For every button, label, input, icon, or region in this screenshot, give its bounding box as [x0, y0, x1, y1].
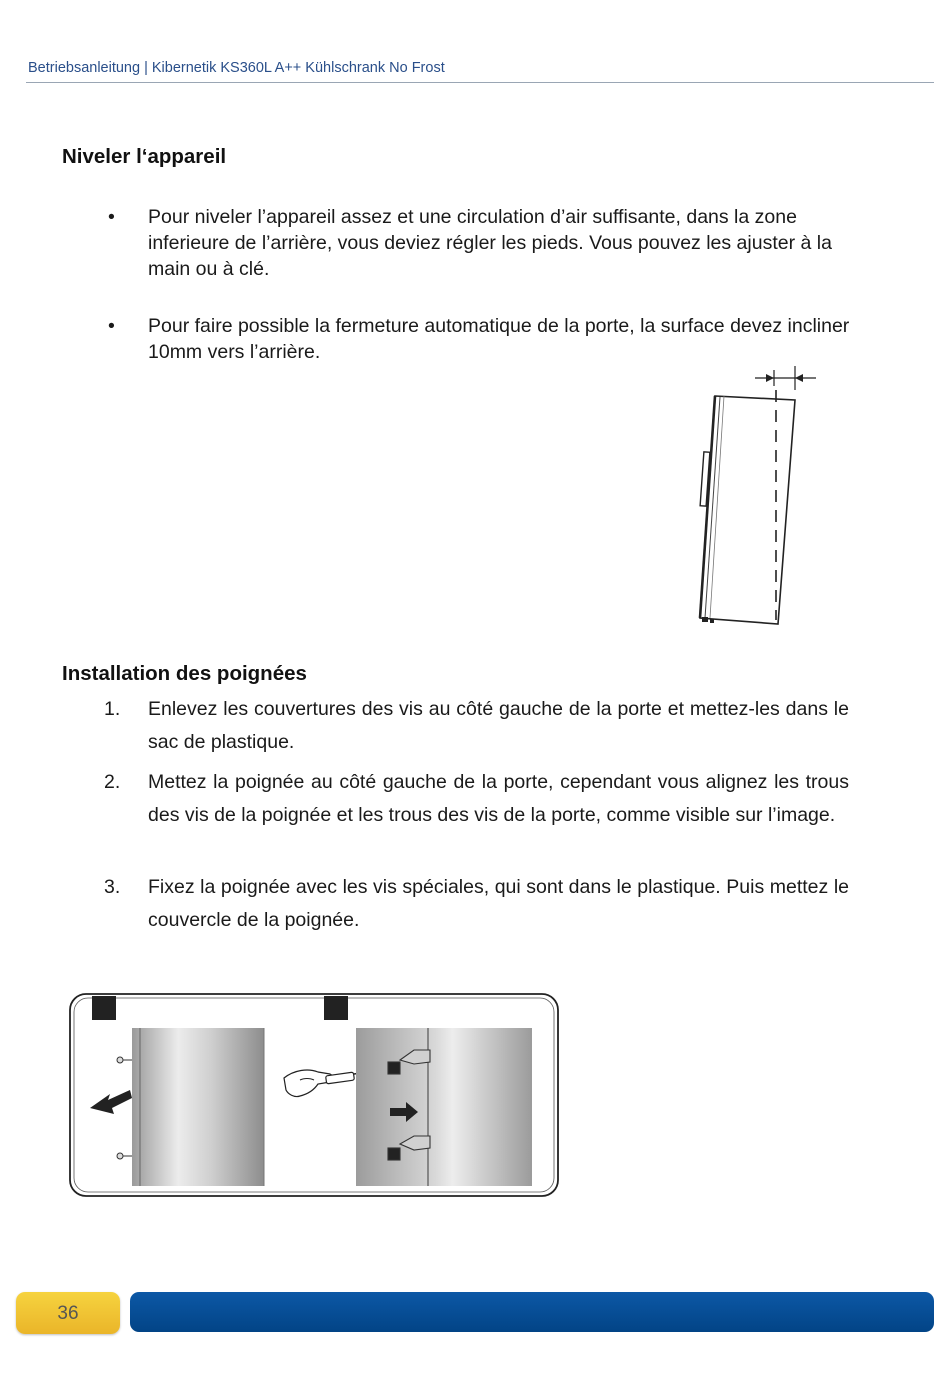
step-marker-2	[324, 996, 348, 1020]
document-header-title: Betriebsanleitung | Kibernetik KS360L A++ Kühlschrank No Frost	[28, 60, 445, 76]
page-number: 36	[57, 1303, 79, 1324]
bullet-marker: •	[108, 315, 115, 337]
step-number: 1.	[104, 698, 121, 720]
step-text: Fixez la poignée avec les vis spéciales, qui sont dans le plastique. Puis mettez le couvercle de la poignée.	[148, 876, 849, 931]
footer-bar	[130, 1292, 934, 1332]
header-divider	[26, 82, 934, 83]
step-text: Mettez la poignée au côté gauche de la porte, cependant vous alignez les trous des vis de la poignée et les trous des vis de la porte, comme visible sur l’image.	[148, 771, 849, 826]
fridge-tilt-diagram	[680, 360, 830, 635]
list-item	[104, 693, 849, 759]
section-heading-leveling: Niveler l‘appareil	[62, 145, 227, 168]
step-number: 3.	[104, 876, 121, 898]
step-number: 2.	[104, 771, 121, 793]
section-heading-handles: Installation des poignées	[62, 662, 307, 685]
handle-installation-illustration	[68, 990, 562, 1200]
page-number-badge	[16, 1292, 120, 1334]
step-text: Enlevez les couvertures des vis au côté gauche de la porte et mettez-les dans le sac de plastique.	[148, 698, 849, 753]
list-item	[104, 871, 849, 937]
bullet-text: Pour faire possible la fermeture automatique de la porte, la surface devez incliner 10mm vers l’arrière.	[148, 315, 850, 363]
step-marker-1	[92, 996, 116, 1020]
bullet-text: Pour niveler l’appareil assez et une circulation d’air suffisante, dans la zone inferieure de l’arrière, vous deviez régler les pieds. Vous pouvez les ajuster à la main ou à clé.	[148, 206, 832, 280]
bullet-marker: •	[108, 206, 115, 228]
list-item	[104, 766, 849, 832]
list-item	[108, 204, 878, 282]
list-item	[108, 313, 878, 365]
